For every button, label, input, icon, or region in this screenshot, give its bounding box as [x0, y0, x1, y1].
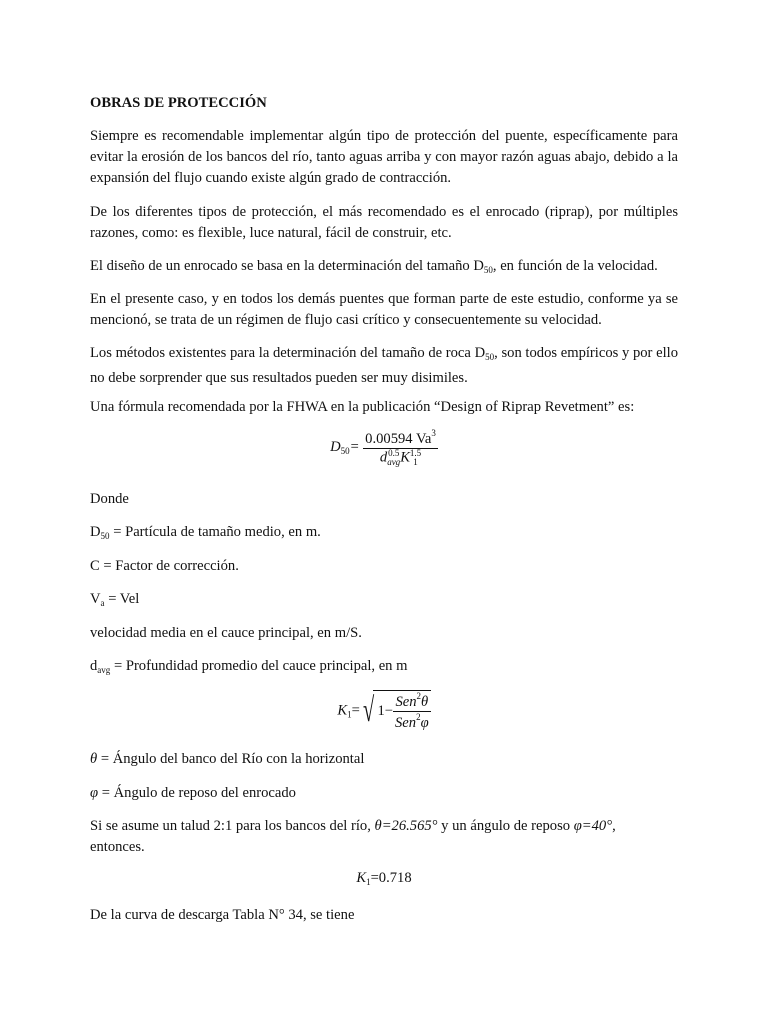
paragraph-intro: Siempre es recomendable implementar algún tipo de protección del puente, específicamente para evitar la erosión de los bancos del río, tanto aguas arriba y con mayor razón aguas abajo, debido a la expansión del flujo cuando existe algún grado de contracción. [90, 128, 678, 186]
text: Sen [395, 694, 417, 710]
fraction [363, 428, 438, 467]
eq-sign: = [351, 702, 360, 719]
definition-d50 [90, 522, 678, 547]
subscript: avg [387, 457, 401, 467]
paragraph-riprap: De los diferentes tipos de protección, el más recomendado es el enrocado (riprap), por múltiples razones, como: es flexible, luce natural, fácil de construir, etc. [90, 204, 678, 241]
text: = Ángulo de reposo del enrocado [98, 785, 296, 801]
text: Sen [395, 715, 417, 731]
superscript: 2 [416, 691, 422, 701]
equation-d50 [0, 428, 768, 467]
text: d [379, 449, 388, 466]
square-root [363, 690, 430, 732]
symbol: V [90, 591, 101, 607]
text: = Ángulo del banco del Río con la horizontal [97, 751, 365, 767]
numerator [393, 691, 431, 712]
paragraph-discharge-curve: De la curva de descarga Tabla N° 34, se tiene [90, 907, 355, 923]
text: = Partícula de tamaño medio, en m. [109, 524, 321, 540]
text: , en función de la velocidad. [492, 258, 658, 274]
superscript: 3 [431, 428, 436, 438]
subscript: avg [97, 665, 111, 675]
symbol: φ [90, 785, 99, 801]
eq-symbol: K [337, 702, 348, 719]
paragraph-methods [90, 343, 678, 389]
donde-label: Donde [90, 491, 129, 507]
text: 1− [377, 702, 393, 719]
subscript: 50 [483, 265, 493, 275]
paragraph-d50-design [90, 256, 678, 281]
section-heading: OBRAS DE PROTECCIÓN [90, 95, 267, 111]
text: , [612, 818, 616, 834]
inline-math: θ=26.565° [374, 818, 438, 834]
definition-theta [90, 749, 678, 770]
definition-va [90, 589, 678, 614]
eq-symbol: K [356, 870, 367, 886]
radical-sign: √ [363, 692, 375, 729]
superscript: 1.5 [409, 448, 422, 458]
text: = Profundidad promedio del cauce principal, en m [110, 658, 408, 674]
subscript: 1 [347, 709, 352, 720]
paragraph-flow-regime: En el presente caso, y en todos los demás puentes que forman parte de este estudio, conforme ya se mencionó, se trata de un régimen de flujo casi crítico y consecuentemente su velocidad. [90, 291, 678, 328]
definition-va-continued: velocidad media en el cauce principal, en m/S. [90, 625, 362, 641]
subscript: 1 [366, 877, 371, 887]
text: y un ángulo de reposo [437, 818, 574, 834]
denominator [363, 449, 438, 467]
text: = Vel [104, 591, 140, 607]
script-stack [410, 449, 421, 467]
eq-sign: = [349, 438, 360, 455]
definition-phi [90, 783, 678, 804]
eq-symbol: D [330, 438, 341, 455]
paragraph-fhwa: Una fórmula recomendada por la FHWA en la publicación “Design of Riprap Revetment” es: [90, 399, 635, 415]
superscript: 0.5 [388, 448, 400, 458]
radicand [373, 690, 430, 732]
text: 0.00594 Va [365, 431, 432, 447]
eq-value: =0.718 [370, 870, 412, 886]
text: El diseño de un enrocado se basa en la determinación del tamaño D [90, 258, 484, 274]
text: K [400, 449, 410, 466]
subscript: 50 [100, 531, 110, 541]
superscript: 2 [416, 712, 421, 722]
inline-math: φ=40° [573, 818, 613, 834]
text: , son todos empíricos y por ello no debe sorprender que sus resultados pueden ser muy disimiles. [90, 345, 678, 386]
symbol: θ [90, 751, 98, 767]
subscript: a [100, 598, 105, 608]
text: entonces. [90, 839, 145, 855]
script-stack [387, 449, 400, 467]
text: φ [420, 715, 429, 731]
symbol: d [90, 658, 98, 674]
symbol: D [90, 524, 101, 540]
definition-davg [90, 656, 678, 681]
text: Si se asume un talud 2:1 para los bancos del río, [90, 818, 375, 834]
subscript: 1 [413, 457, 418, 467]
numerator [363, 428, 438, 449]
equation-k1-value [0, 870, 768, 887]
fraction [393, 691, 431, 732]
denominator [393, 712, 431, 732]
definition-c: C = Factor de corrección. [90, 558, 239, 574]
subscript: 50 [485, 352, 495, 362]
subscript: 50 [340, 445, 350, 456]
text: θ [421, 694, 429, 710]
text: Los métodos existentes para la determinación del tamaño de roca D [90, 345, 486, 361]
paragraph-talud [90, 816, 678, 858]
equation-k1 [0, 690, 768, 732]
